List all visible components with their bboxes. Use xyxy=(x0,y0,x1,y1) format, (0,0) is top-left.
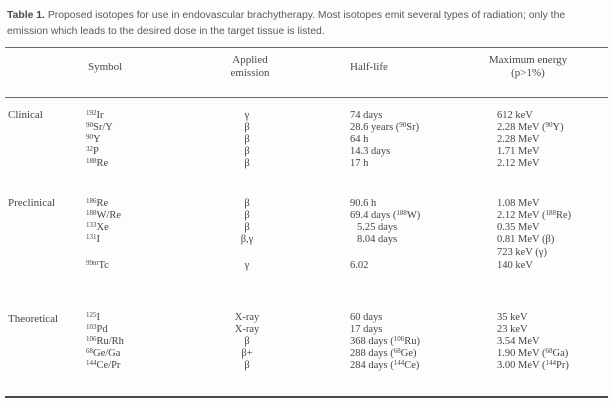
cell-max-energy xyxy=(497,259,533,272)
header-rule xyxy=(5,97,608,98)
header-energy-line2: (p>1%) xyxy=(511,67,545,79)
element-symbol: I xyxy=(96,312,100,323)
cell-emission: β xyxy=(244,146,250,157)
energy-value: 23 keV xyxy=(497,324,528,335)
energy-value: 3.54 MeV xyxy=(497,336,540,347)
cell-emission: X-ray xyxy=(234,312,260,323)
element-symbol: Xe xyxy=(96,222,109,233)
element-symbol: Y xyxy=(93,134,101,145)
energy-isotope-mass: 144 xyxy=(545,359,557,367)
header-halflife: Half-life xyxy=(350,61,388,73)
cell-emission: X-ray xyxy=(234,324,260,335)
caption-text: Proposed isotopes for use in endovascular brachytherapy. Most isotopes emit several types of radiation; only the emission which leads to the desired dose in the target tissue is listed. xyxy=(7,10,566,37)
halflife-value: 90.6 h xyxy=(350,198,377,209)
top-rule xyxy=(5,47,608,48)
halflife-value: 6.02 xyxy=(350,260,369,271)
halflife-value: 17 h xyxy=(350,158,369,169)
element-symbol: Ru/Rh xyxy=(96,336,124,347)
cell-symbol xyxy=(86,157,108,170)
halflife-value: 8.04 days xyxy=(357,234,398,245)
halflife-isotope-mass: 106 xyxy=(393,335,405,343)
caption-label: Table 1. xyxy=(7,10,45,21)
energy-value: 723 keV (γ) xyxy=(497,247,547,258)
mass-number: 103 xyxy=(86,323,97,331)
halflife-value: 14.3 days xyxy=(350,146,391,157)
cell-symbol xyxy=(86,233,100,246)
energy-isotope: Pr) xyxy=(556,360,569,371)
energy-isotope: Ga) xyxy=(552,348,569,359)
header-symbol: Symbol xyxy=(88,61,123,73)
mass-number: 192 xyxy=(86,109,97,117)
header-emission-line1: Applied xyxy=(232,54,268,66)
cell-max-energy xyxy=(497,359,569,372)
energy-value: 612 keV xyxy=(497,110,533,121)
header-emission-line2: emission xyxy=(230,67,270,79)
element-symbol: Sr/Y xyxy=(93,122,113,133)
halflife-value: 69.4 days ( xyxy=(350,210,397,221)
category-preclinical: Preclinical xyxy=(8,197,56,209)
energy-value: 2.28 MeV xyxy=(497,134,540,145)
mass-number: 32 xyxy=(86,145,93,153)
mass-number: 99m xyxy=(86,259,99,267)
halflife-value: 28.6 years ( xyxy=(350,122,400,133)
cell-symbol xyxy=(86,359,120,372)
category-theoretical: Theoretical xyxy=(8,313,59,325)
table-caption xyxy=(7,8,607,40)
cell-halflife xyxy=(350,157,368,170)
cell-emission: β,γ xyxy=(240,234,254,245)
element-symbol: Tc xyxy=(98,260,109,271)
halflife-isotope-mass: 68 xyxy=(393,347,401,355)
cell-emission: β xyxy=(244,336,250,347)
cell-max-energy xyxy=(497,246,547,259)
element-symbol: I xyxy=(96,234,100,245)
cell-emission: γ xyxy=(244,110,250,121)
halflife-value: 5.25 days xyxy=(357,222,398,233)
energy-value: 1.71 MeV xyxy=(497,146,540,157)
energy-value: 2.12 MeV ( xyxy=(497,210,546,221)
cell-emission: γ xyxy=(244,260,250,271)
cell-max-energy xyxy=(497,157,540,170)
halflife-value: 60 days xyxy=(350,312,383,323)
mass-number: 186 xyxy=(86,197,97,205)
mass-number: 90 xyxy=(86,121,93,129)
cell-emission: β xyxy=(244,122,250,133)
element-symbol: Pd xyxy=(96,324,108,335)
mass-number: 125 xyxy=(86,311,97,319)
mass-number: 106 xyxy=(86,335,97,343)
halflife-isotope-mass: 144 xyxy=(393,359,405,367)
mass-number: 131 xyxy=(86,233,97,241)
halflife-value: 284 days ( xyxy=(350,360,394,371)
energy-value: 0.35 MeV xyxy=(497,222,540,233)
energy-value: 0.81 MeV (β) xyxy=(497,234,555,245)
energy-value: 140 keV xyxy=(497,260,533,271)
halflife-value: 17 days xyxy=(350,324,383,335)
energy-value: 2.28 MeV ( xyxy=(497,122,546,133)
energy-isotope-mass: 68 xyxy=(545,347,553,355)
cell-symbol xyxy=(86,259,109,272)
energy-value: 35 keV xyxy=(497,312,528,323)
mass-number: 144 xyxy=(86,359,97,367)
cell-halflife xyxy=(357,233,397,246)
energy-isotope-mass: 90 xyxy=(545,121,553,129)
halflife-isotope: Ru) xyxy=(404,336,420,347)
cell-emission: β+ xyxy=(241,348,253,359)
energy-isotope: Re) xyxy=(556,210,572,221)
halflife-value: 74 days xyxy=(350,110,383,121)
mass-number: 90 xyxy=(86,133,93,141)
mass-number: 188 xyxy=(86,157,97,165)
cell-emission: β xyxy=(244,360,250,371)
mass-number: 68 xyxy=(86,347,93,355)
element-symbol: Re xyxy=(96,158,109,169)
halflife-value: 368 days ( xyxy=(350,336,394,347)
halflife-isotope: W) xyxy=(406,210,421,221)
halflife-isotope: Sr) xyxy=(406,122,420,133)
cell-halflife xyxy=(350,359,419,372)
header-emission xyxy=(222,54,278,80)
cell-emission: β xyxy=(244,222,250,233)
energy-value: 1.08 MeV xyxy=(497,198,540,209)
element-symbol: P xyxy=(93,146,99,157)
header-energy xyxy=(478,54,578,80)
cell-max-energy xyxy=(497,233,554,246)
cell-emission: β xyxy=(244,134,250,145)
header-energy-line1: Maximum energy xyxy=(488,54,568,66)
bottom-rule xyxy=(5,396,608,398)
energy-isotope: Y) xyxy=(552,122,564,133)
energy-value: 1.90 MeV ( xyxy=(497,348,546,359)
element-symbol: Ge/Ga xyxy=(93,348,121,359)
energy-isotope-mass: 188 xyxy=(545,209,557,217)
element-symbol: W/Re xyxy=(96,210,121,221)
cell-emission: β xyxy=(244,198,250,209)
cell-halflife xyxy=(350,259,368,272)
energy-value: 2.12 MeV xyxy=(497,158,540,169)
cell-emission: β xyxy=(244,158,250,169)
halflife-isotope: Ce) xyxy=(404,360,420,371)
mass-number: 188 xyxy=(86,209,97,217)
element-symbol: Ir xyxy=(96,110,104,121)
category-clinical: Clinical xyxy=(8,109,43,121)
energy-value: 3.00 MeV ( xyxy=(497,360,546,371)
halflife-isotope-mass: 90 xyxy=(399,121,407,129)
cell-emission: β xyxy=(244,210,250,221)
halflife-isotope: Ge) xyxy=(400,348,417,359)
mass-number: 133 xyxy=(86,221,97,229)
halflife-value: 288 days ( xyxy=(350,348,394,359)
element-symbol: Ce/Pr xyxy=(96,360,121,371)
halflife-value: 64 h xyxy=(350,134,369,145)
element-symbol: Re xyxy=(96,198,109,209)
halflife-isotope-mass: 188 xyxy=(396,209,407,217)
